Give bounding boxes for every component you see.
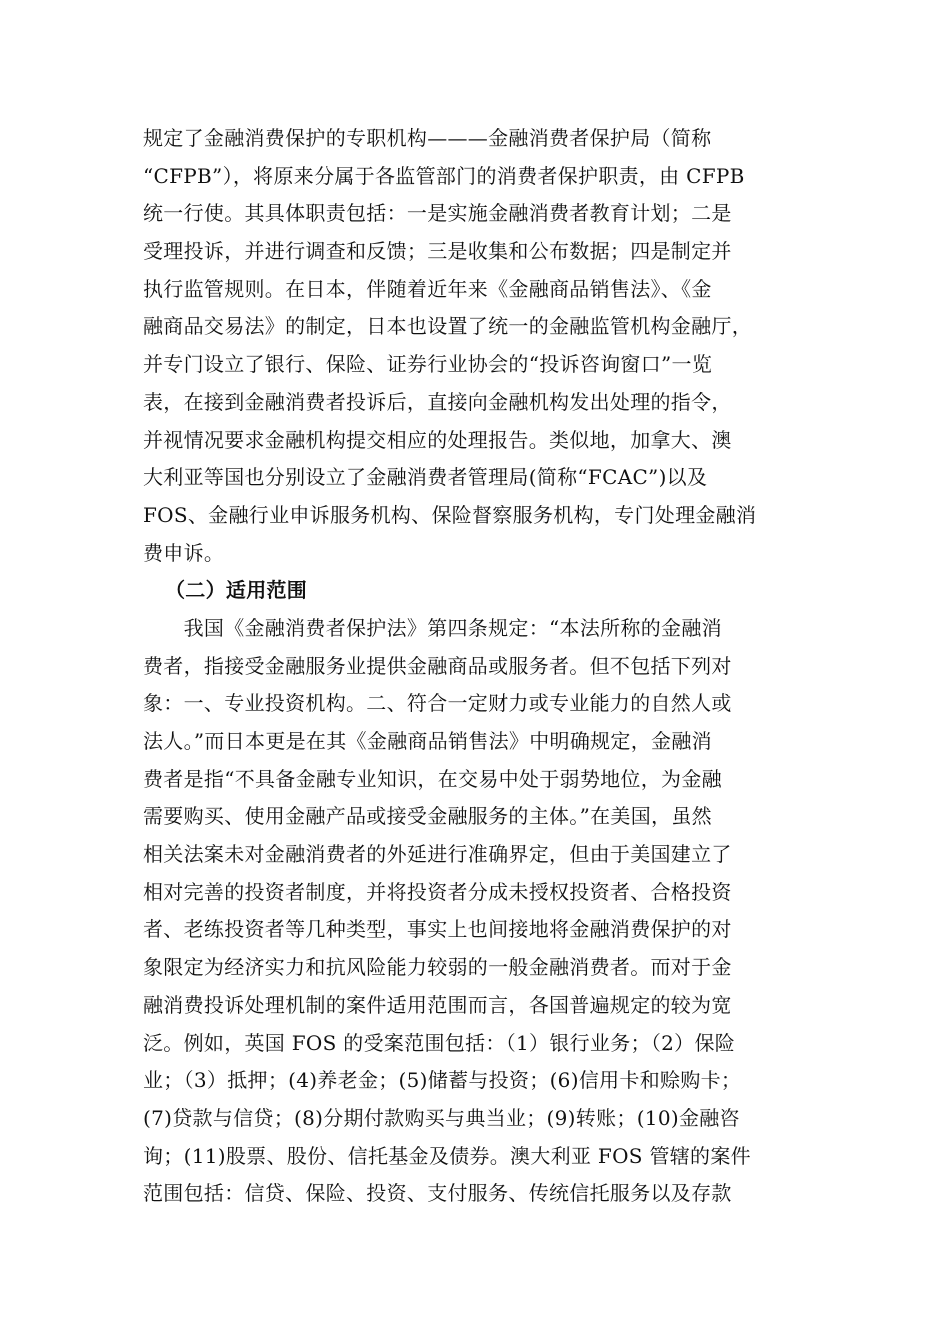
- body-line: 融商品交易法》的制定，日本也设置了统一的金融监管机构金融厅，: [143, 314, 752, 339]
- body-line: 我国《金融消费者保护法》第四条规定：“本法所称的金融消: [143, 615, 722, 640]
- body-line: 范围包括：信贷、保险、投资、支付服务、传统信托服务以及存款: [143, 1181, 732, 1206]
- body-line: 统一行使。其具体职责包括：一是实施金融消费者教育计划；二是: [143, 201, 732, 226]
- document-body: [143, 120, 813, 1213]
- body-line: 相对完善的投资者制度，并将投资者分成未授权投资者、合格投资: [143, 879, 732, 904]
- body-line: 法人。”而日本更是在其《金融商品销售法》中明确规定，金融消: [143, 729, 712, 753]
- body-line: 询；(11)股票、股份、信托基金及债券。澳大利亚 FOS 管辖的案件: [143, 1143, 751, 1168]
- body-line: 融消费投诉处理机制的案件适用范围而言，各国普遍规定的较为宽: [143, 992, 732, 1017]
- body-line: 费申诉。: [143, 540, 225, 565]
- body-line: “CFPB”），将原来分属于各监管部门的消费者保护职责，由 CFPB: [143, 163, 745, 188]
- body-line: 象：一、专业投资机构。二、符合一定财力或专业能力的自然人或: [143, 691, 732, 716]
- body-line: 执行监管规则。在日本，伴随着近年来《金融商品销售法》、《金: [143, 276, 712, 301]
- body-line: FOS、金融行业申诉服务机构、保险督察服务机构，专门处理金融消: [143, 502, 757, 527]
- body-line: 大利亚等国也分别设立了金融消费者管理局(简称“FCAC”)以及: [143, 465, 708, 490]
- body-line: 规定了金融消费保护的专职机构———金融消费者保护局（简称: [143, 126, 712, 150]
- body-line: 泛。例如，英国 FOS 的受案范围包括：（1）银行业务；（2）保险: [143, 1030, 736, 1055]
- section-heading: （二）适用范围: [165, 578, 308, 603]
- body-line: 象限定为经济实力和抗风险能力较弱的一般金融消费者。而对于金: [143, 955, 732, 980]
- body-line: 表，在接到金融消费者投诉后，直接向金融机构发出处理的指令，: [143, 389, 732, 414]
- body-line: 受理投诉，并进行调查和反馈；三是收集和公布数据；四是制定并: [143, 239, 732, 264]
- body-line: 相关法案未对金融消费者的外延进行准确界定，但由于美国建立了: [143, 842, 732, 867]
- body-line: 需要购买、使用金融产品或接受金融服务的主体。”在美国，虽然: [143, 804, 712, 829]
- body-line: 业；（3）抵押；(4)养老金；(5)储蓄与投资；(6)信用卡和赊购卡；: [143, 1068, 742, 1093]
- body-line: 并视情况要求金融机构提交相应的处理报告。类似地，加拿大、澳: [143, 427, 732, 452]
- body-line: 者、老练投资者等几种类型，事实上也间接地将金融消费保护的对: [143, 917, 732, 942]
- body-line: 费者，指接受金融服务业提供金融商品或服务者。但不包括下列对: [143, 653, 732, 678]
- body-line: 费者是指“不具备金融专业知识，在交易中处于弱势地位，为金融: [143, 766, 722, 791]
- body-line: (7)贷款与信贷；(8)分期付款购买与典当业；(9)转账；(10)金融咨: [143, 1105, 740, 1130]
- body-line: 并专门设立了银行、保险、证券行业协会的“投诉咨询窗口”一览: [143, 352, 713, 377]
